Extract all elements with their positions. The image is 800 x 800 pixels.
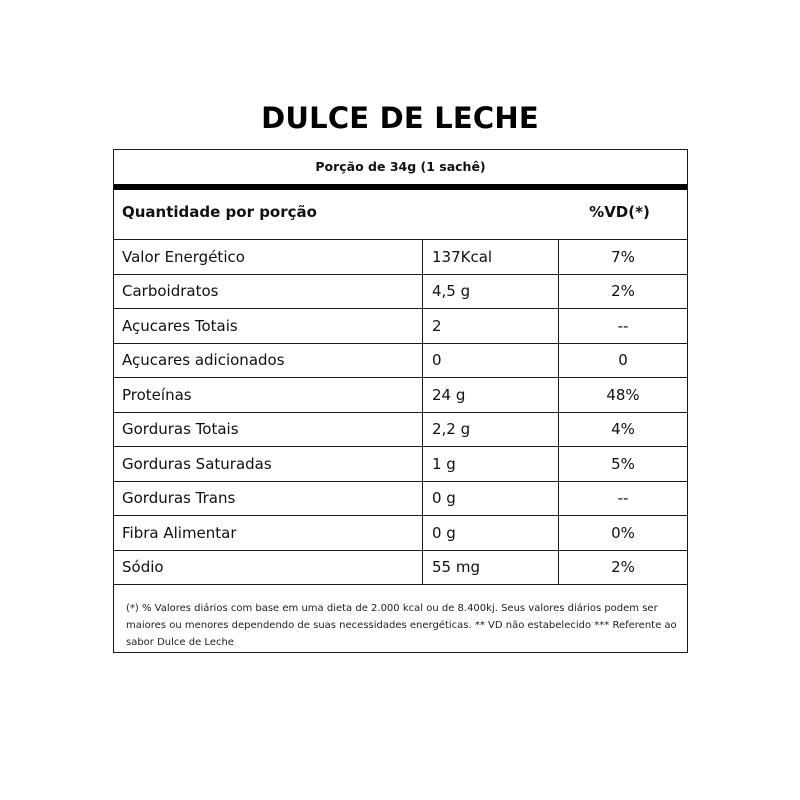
nutrient-quantity: 24 g xyxy=(423,378,559,413)
nutrient-name: Proteínas xyxy=(114,378,423,413)
nutrient-quantity: 0 g xyxy=(423,481,559,516)
nutrient-quantity: 137Kcal xyxy=(423,240,559,274)
table-row xyxy=(114,412,687,447)
table-row xyxy=(114,343,687,378)
table-row xyxy=(114,447,687,482)
nutrient-name: Fibra Alimentar xyxy=(114,516,423,551)
product-title: DULCE DE LECHE xyxy=(261,101,539,135)
nutrient-vd: -- xyxy=(559,481,688,516)
table-row xyxy=(114,274,687,309)
nutrient-name: Valor Energético xyxy=(114,240,423,274)
nutrient-name: Carboidratos xyxy=(114,274,423,309)
nutrient-name: Gorduras Totais xyxy=(114,412,423,447)
table-row xyxy=(114,550,687,585)
nutrient-vd: 0% xyxy=(559,516,688,551)
nutrient-vd: 0 xyxy=(559,343,688,378)
header-quantity-label: Quantidade por porção xyxy=(122,203,317,221)
nutrition-facts-table xyxy=(113,149,688,653)
table-header xyxy=(114,190,687,240)
table-row xyxy=(114,309,687,344)
nutrient-quantity: 1 g xyxy=(423,447,559,482)
table-row xyxy=(114,378,687,413)
nutrient-vd: 48% xyxy=(559,378,688,413)
table-row xyxy=(114,516,687,551)
nutrient-name: Gorduras Saturadas xyxy=(114,447,423,482)
nutrient-vd: 5% xyxy=(559,447,688,482)
nutrient-vd: 7% xyxy=(559,240,688,274)
nutrient-quantity: 0 xyxy=(423,343,559,378)
nutrient-rows xyxy=(114,240,687,585)
footnote: (*) % Valores diários com base em uma dieta de 2.000 kcal ou de 8.400kj. Seus valores diários podem ser maiores ou menores dependendo de suas necessidades energéticas. ** VD não estabelecido *** Referente ao sabor Dulce de Leche xyxy=(126,603,677,648)
table-row xyxy=(114,481,687,516)
nutrient-quantity: 2 xyxy=(423,309,559,344)
portion-size: Porção de 34g (1 sachê) xyxy=(315,159,486,174)
nutrient-name: Açucares Totais xyxy=(114,309,423,344)
nutrient-vd: 2% xyxy=(559,550,688,585)
nutrient-vd: -- xyxy=(559,309,688,344)
nutrient-quantity: 2,2 g xyxy=(423,412,559,447)
nutrient-vd: 2% xyxy=(559,274,688,309)
nutrient-quantity: 0 g xyxy=(423,516,559,551)
header-vd-label: %VD(*) xyxy=(589,203,650,221)
nutrient-name: Sódio xyxy=(114,550,423,585)
table-row xyxy=(114,240,687,274)
nutrient-quantity: 4,5 g xyxy=(423,274,559,309)
nutrient-vd: 4% xyxy=(559,412,688,447)
nutrient-name: Açucares adicionados xyxy=(114,343,423,378)
nutrient-name: Gorduras Trans xyxy=(114,481,423,516)
nutrient-quantity: 55 mg xyxy=(423,550,559,585)
